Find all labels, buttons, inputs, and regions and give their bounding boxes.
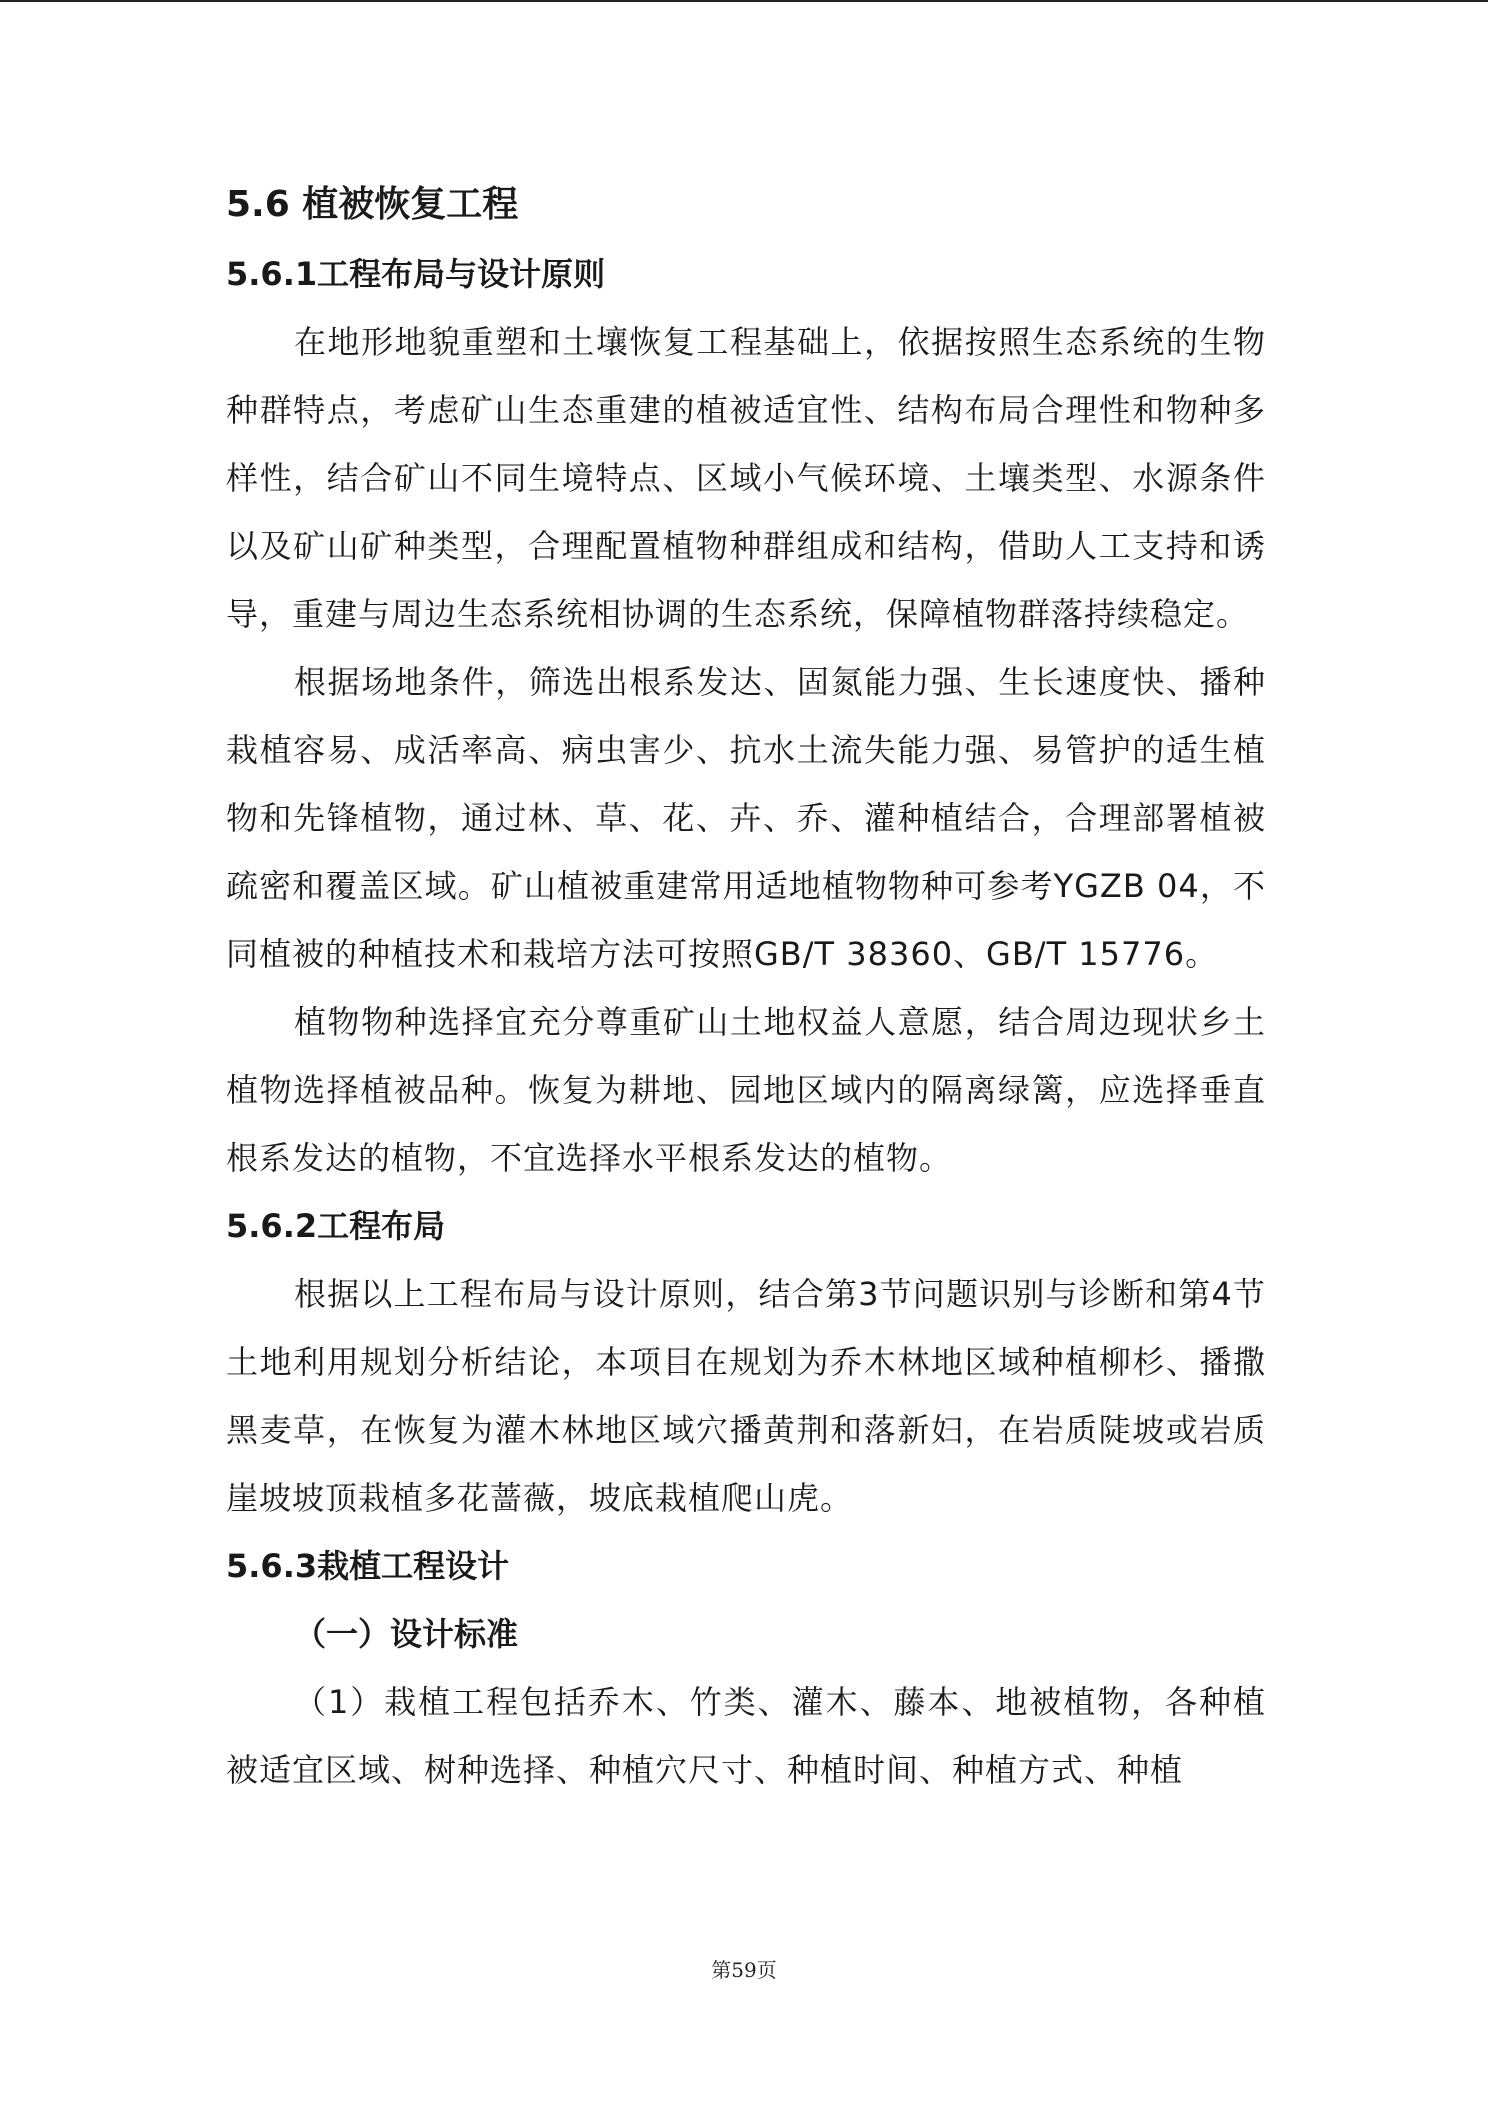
page-top-border [0, 0, 1488, 2]
page-number: 第59页 [711, 1958, 777, 1982]
sub-heading-design-standard: （一）设计标准 [294, 1615, 519, 1653]
paragraph: 根据场地条件，筛选出根系发达、固氮能力强、生长速度快、播种栽植容易、成活率高、病虫害少、抗水土流失能力强、易管护的适生植物和先锋植物，通过林、草、花、卉、乔、灌种植结合，合理部署植被疏密和覆盖区域。矿山植被重建常用适地植物物种可参考YGZB 04，不同植被的种植技术和栽培方法可按照GB/T 38360、GB/T 15776。 [226, 663, 1266, 973]
subsection-title-layout: 5.6.2工程布局 [226, 1207, 446, 1245]
paragraph: 植物物种选择宜充分尊重矿山土地权益人意愿，结合周边现状乡土植物选择植被品种。恢复为耕地、园地区域内的隔离绿篱，应选择垂直根系发达的植物，不宜选择水平根系发达的植物。 [226, 1003, 1266, 1177]
paragraph: 根据以上工程布局与设计原则，结合第3节问题识别与诊断和第4节土地利用规划分析结论，本项目在规划为乔木林地区域种植柳杉、播撒黑麦草，在恢复为灌木林地区域穴播黄荆和落新妇，在岩质陡坡或岩质崖坡坡顶栽植多花蔷薇，坡底栽植爬山虎。 [226, 1275, 1266, 1517]
paragraph: （1）栽植工程包括乔木、竹类、灌木、藤本、地被植物，各种植被适宜区域、树种选择、种植穴尺寸、种植时间、种植方式、种植 [226, 1683, 1266, 1789]
paragraph: 在地形地貌重塑和土壤恢复工程基础上，依据按照生态系统的生物种群特点，考虑矿山生态重建的植被适宜性、结构布局合理性和物种多样性，结合矿山不同生境特点、区域小气候环境、土壤类型、水源条件以及矿山矿种类型，合理配置植物种群组成和结构，借助人工支持和诱导，重建与周边生态系统相协调的生态系统，保障植物群落持续稳定。 [226, 323, 1266, 633]
section-title: 5.6 植被恢复工程 [226, 184, 519, 225]
subsection-title-layout-principles: 5.6.1工程布局与设计原则 [226, 255, 606, 293]
document-body [226, 170, 1266, 1804]
subsection-title-planting-design: 5.6.3栽植工程设计 [226, 1547, 510, 1585]
